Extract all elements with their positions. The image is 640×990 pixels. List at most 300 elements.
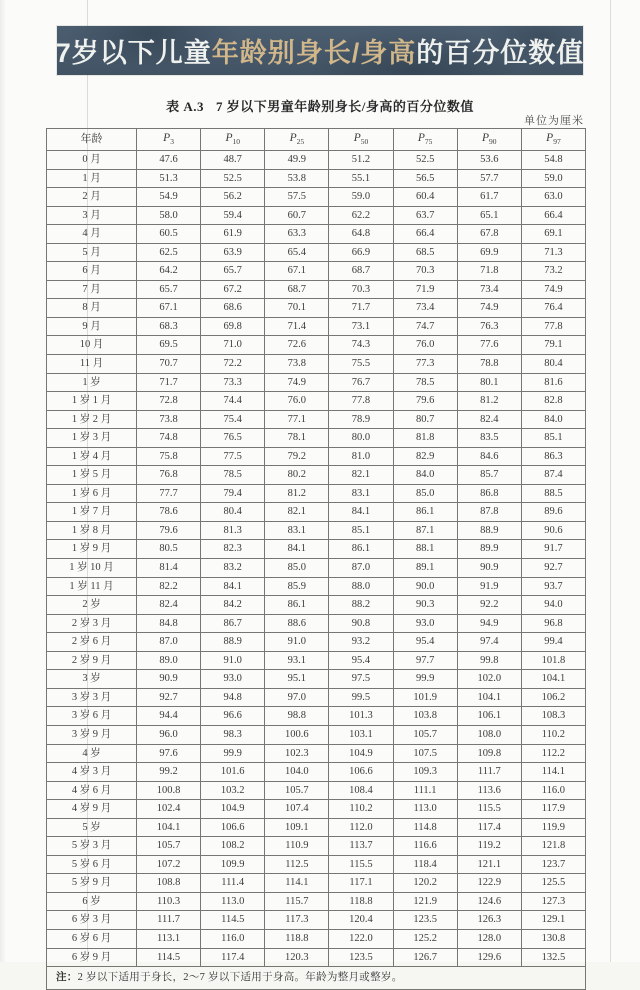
value-cell: 62.5 — [137, 243, 201, 262]
value-cell: 110.2 — [521, 725, 585, 744]
value-cell: 63.7 — [393, 206, 457, 225]
value-cell: 76.0 — [393, 336, 457, 355]
value-cell: 83.5 — [457, 429, 521, 448]
table-row — [47, 670, 586, 689]
age-cell: 1 岁 8 月 — [47, 521, 137, 540]
value-cell: 93.0 — [201, 670, 265, 689]
value-cell: 117.1 — [329, 874, 393, 893]
value-cell: 113.0 — [201, 892, 265, 911]
value-cell: 119.2 — [457, 837, 521, 856]
value-cell: 73.2 — [521, 262, 585, 281]
value-cell: 108.2 — [201, 837, 265, 856]
table-row — [47, 355, 586, 374]
value-cell: 104.9 — [201, 800, 265, 819]
value-cell: 77.1 — [265, 410, 329, 429]
value-cell: 73.4 — [457, 280, 521, 299]
value-cell: 93.0 — [393, 614, 457, 633]
value-cell: 88.1 — [393, 540, 457, 559]
age-cell: 6 岁 — [47, 892, 137, 911]
age-cell: 6 月 — [47, 262, 137, 281]
table-row — [47, 725, 586, 744]
value-cell: 112.5 — [265, 855, 329, 874]
age-cell: 11 月 — [47, 355, 137, 374]
table-row — [47, 781, 586, 800]
value-cell: 101.9 — [393, 688, 457, 707]
value-cell: 123.7 — [521, 855, 585, 874]
value-cell: 81.6 — [521, 373, 585, 392]
value-cell: 80.0 — [329, 429, 393, 448]
value-cell: 82.4 — [137, 596, 201, 615]
value-cell: 68.5 — [393, 243, 457, 262]
value-cell: 108.8 — [137, 874, 201, 893]
value-cell: 114.8 — [393, 818, 457, 837]
value-cell: 73.8 — [137, 410, 201, 429]
value-cell: 81.2 — [265, 484, 329, 503]
value-cell: 125.2 — [393, 929, 457, 948]
value-cell: 108.3 — [521, 707, 585, 726]
value-cell: 67.1 — [137, 299, 201, 318]
value-cell: 125.5 — [521, 874, 585, 893]
table-row — [47, 410, 586, 429]
value-cell: 85.1 — [329, 521, 393, 540]
value-cell: 119.9 — [521, 818, 585, 837]
value-cell: 68.7 — [265, 280, 329, 299]
value-cell: 114.5 — [201, 911, 265, 930]
value-cell: 76.5 — [201, 429, 265, 448]
value-cell: 77.8 — [521, 317, 585, 336]
value-cell: 82.2 — [137, 577, 201, 596]
value-cell: 69.8 — [201, 317, 265, 336]
table-row — [47, 540, 586, 559]
value-cell: 63.9 — [201, 243, 265, 262]
value-cell: 59.4 — [201, 206, 265, 225]
value-cell: 114.1 — [265, 874, 329, 893]
age-cell: 1 岁 4 月 — [47, 447, 137, 466]
table-row — [47, 744, 586, 763]
value-cell: 94.4 — [137, 707, 201, 726]
value-cell: 90.0 — [393, 577, 457, 596]
value-cell: 88.9 — [201, 633, 265, 652]
value-cell: 93.1 — [265, 651, 329, 670]
value-cell: 109.9 — [201, 855, 265, 874]
value-cell: 123.5 — [329, 948, 393, 967]
value-cell: 106.6 — [201, 818, 265, 837]
percentile-table — [46, 128, 586, 990]
value-cell: 117.4 — [457, 818, 521, 837]
value-cell: 78.5 — [393, 373, 457, 392]
value-cell: 93.7 — [521, 577, 585, 596]
value-cell: 89.9 — [457, 540, 521, 559]
value-cell: 86.1 — [265, 596, 329, 615]
age-cell: 4 岁 3 月 — [47, 763, 137, 782]
value-cell: 88.5 — [521, 484, 585, 503]
value-cell: 115.5 — [457, 800, 521, 819]
value-cell: 92.2 — [457, 596, 521, 615]
value-cell: 77.8 — [329, 392, 393, 411]
value-cell: 52.5 — [201, 169, 265, 188]
value-cell: 82.3 — [201, 540, 265, 559]
value-cell: 100.6 — [265, 725, 329, 744]
percentile-column-header: $P_3$ — [137, 129, 201, 151]
value-cell: 96.6 — [201, 707, 265, 726]
value-cell: 104.1 — [521, 670, 585, 689]
value-cell: 65.7 — [201, 262, 265, 281]
table-row — [47, 521, 586, 540]
value-cell: 112.0 — [329, 818, 393, 837]
value-cell: 85.7 — [457, 466, 521, 485]
age-cell: 0 月 — [47, 151, 137, 170]
value-cell: 51.3 — [137, 169, 201, 188]
age-cell: 6 岁 6 月 — [47, 929, 137, 948]
value-cell: 103.2 — [201, 781, 265, 800]
age-cell: 1 岁 7 月 — [47, 503, 137, 522]
value-cell: 111.7 — [137, 911, 201, 930]
table-row — [47, 336, 586, 355]
value-cell: 89.0 — [137, 651, 201, 670]
value-cell: 67.2 — [201, 280, 265, 299]
value-cell: 97.0 — [265, 688, 329, 707]
value-cell: 75.5 — [329, 355, 393, 374]
value-cell: 95.4 — [393, 633, 457, 652]
footnote-label: 注： — [56, 972, 78, 984]
value-cell: 113.7 — [329, 837, 393, 856]
value-cell: 96.0 — [137, 725, 201, 744]
age-cell: 6 岁 3 月 — [47, 911, 137, 930]
value-cell: 97.5 — [329, 670, 393, 689]
value-cell: 84.6 — [457, 447, 521, 466]
value-cell: 102.3 — [265, 744, 329, 763]
title-banner — [57, 26, 583, 75]
value-cell: 59.0 — [521, 169, 585, 188]
value-cell: 82.8 — [521, 392, 585, 411]
value-cell: 98.3 — [201, 725, 265, 744]
table-row — [47, 484, 586, 503]
value-cell: 71.9 — [393, 280, 457, 299]
value-cell: 61.7 — [457, 188, 521, 207]
value-cell: 91.0 — [201, 651, 265, 670]
value-cell: 89.1 — [393, 559, 457, 578]
value-cell: 107.4 — [265, 800, 329, 819]
value-cell: 60.4 — [393, 188, 457, 207]
value-cell: 83.2 — [201, 559, 265, 578]
value-cell: 77.5 — [201, 447, 265, 466]
table-caption-text: 7 岁以下男童年龄别身长/身高的百分位数值 — [216, 99, 474, 114]
value-cell: 67.8 — [457, 225, 521, 244]
value-cell: 81.0 — [329, 447, 393, 466]
value-cell: 118.8 — [265, 929, 329, 948]
percentile-column-header: $P_{97}$ — [521, 129, 585, 151]
age-cell: 3 岁 9 月 — [47, 725, 137, 744]
value-cell: 70.1 — [265, 299, 329, 318]
value-cell: 85.0 — [265, 559, 329, 578]
table-row — [47, 929, 586, 948]
value-cell: 101.8 — [521, 651, 585, 670]
value-cell: 80.1 — [457, 373, 521, 392]
value-cell: 66.4 — [521, 206, 585, 225]
value-cell: 65.4 — [265, 243, 329, 262]
age-cell: 1 岁 5 月 — [47, 466, 137, 485]
value-cell: 74.4 — [201, 392, 265, 411]
value-cell: 76.3 — [457, 317, 521, 336]
value-cell: 53.6 — [457, 151, 521, 170]
table-row — [47, 800, 586, 819]
value-cell: 57.5 — [265, 188, 329, 207]
value-cell: 75.4 — [201, 410, 265, 429]
value-cell: 65.1 — [457, 206, 521, 225]
table-footnote — [47, 967, 586, 990]
value-cell: 60.5 — [137, 225, 201, 244]
value-cell: 70.3 — [329, 280, 393, 299]
value-cell: 92.7 — [137, 688, 201, 707]
value-cell: 79.6 — [393, 392, 457, 411]
value-cell: 111.1 — [393, 781, 457, 800]
value-cell: 87.1 — [393, 521, 457, 540]
value-cell: 120.2 — [393, 874, 457, 893]
value-cell: 101.3 — [329, 707, 393, 726]
value-cell: 59.0 — [329, 188, 393, 207]
table-row — [47, 503, 586, 522]
value-cell: 90.3 — [393, 596, 457, 615]
value-cell: 68.6 — [201, 299, 265, 318]
table-row — [47, 262, 586, 281]
value-cell: 90.9 — [457, 559, 521, 578]
table-row — [47, 763, 586, 782]
age-cell: 2 岁 3 月 — [47, 614, 137, 633]
value-cell: 84.0 — [393, 466, 457, 485]
value-cell: 128.0 — [457, 929, 521, 948]
value-cell: 86.3 — [521, 447, 585, 466]
value-cell: 83.1 — [329, 484, 393, 503]
value-cell: 79.1 — [521, 336, 585, 355]
value-cell: 64.8 — [329, 225, 393, 244]
value-cell: 106.1 — [457, 707, 521, 726]
value-cell: 60.7 — [265, 206, 329, 225]
value-cell: 81.4 — [137, 559, 201, 578]
value-cell: 118.4 — [393, 855, 457, 874]
value-cell: 126.7 — [393, 948, 457, 967]
age-cell: 4 月 — [47, 225, 137, 244]
table-row — [47, 466, 586, 485]
value-cell: 93.2 — [329, 633, 393, 652]
value-cell: 99.9 — [201, 744, 265, 763]
value-cell: 75.8 — [137, 447, 201, 466]
value-cell: 66.9 — [329, 243, 393, 262]
table-row — [47, 818, 586, 837]
value-cell: 63.0 — [521, 188, 585, 207]
table-row — [47, 892, 586, 911]
percentile-column-header: $P_{50}$ — [329, 129, 393, 151]
value-cell: 111.4 — [201, 874, 265, 893]
age-cell: 5 岁 3 月 — [47, 837, 137, 856]
value-cell: 63.3 — [265, 225, 329, 244]
table-row — [47, 243, 586, 262]
age-cell: 5 岁 — [47, 818, 137, 837]
table-row — [47, 948, 586, 967]
value-cell: 81.3 — [201, 521, 265, 540]
value-cell: 87.8 — [457, 503, 521, 522]
table-row — [47, 855, 586, 874]
value-cell: 84.1 — [201, 577, 265, 596]
value-cell: 49.9 — [265, 151, 329, 170]
age-cell: 5 月 — [47, 243, 137, 262]
value-cell: 84.2 — [201, 596, 265, 615]
value-cell: 78.9 — [329, 410, 393, 429]
value-cell: 114.5 — [137, 948, 201, 967]
table-row — [47, 911, 586, 930]
value-cell: 57.7 — [457, 169, 521, 188]
value-cell: 64.2 — [137, 262, 201, 281]
value-cell: 117.9 — [521, 800, 585, 819]
page-edge-line-right — [610, 0, 611, 962]
value-cell: 107.5 — [393, 744, 457, 763]
table-row — [47, 633, 586, 652]
value-cell: 80.5 — [137, 540, 201, 559]
value-cell: 74.9 — [457, 299, 521, 318]
value-cell: 105.7 — [393, 725, 457, 744]
value-cell: 108.0 — [457, 725, 521, 744]
age-cell: 7 月 — [47, 280, 137, 299]
table-row — [47, 874, 586, 893]
banner-text-trailing: 的百分位数值 — [416, 38, 585, 68]
value-cell: 108.4 — [329, 781, 393, 800]
value-cell: 100.8 — [137, 781, 201, 800]
table-row — [47, 317, 586, 336]
value-cell: 88.0 — [329, 577, 393, 596]
value-cell: 71.0 — [201, 336, 265, 355]
value-cell: 113.1 — [137, 929, 201, 948]
value-cell: 69.5 — [137, 336, 201, 355]
age-cell: 5 岁 6 月 — [47, 855, 137, 874]
value-cell: 82.4 — [457, 410, 521, 429]
age-cell: 2 岁 9 月 — [47, 651, 137, 670]
value-cell: 86.8 — [457, 484, 521, 503]
value-cell: 122.9 — [457, 874, 521, 893]
value-cell: 52.5 — [393, 151, 457, 170]
age-cell: 4 岁 — [47, 744, 137, 763]
banner-text-leading: 7岁以下儿童 — [55, 38, 212, 68]
table-row — [47, 707, 586, 726]
value-cell: 79.2 — [265, 447, 329, 466]
value-cell: 78.6 — [137, 503, 201, 522]
value-cell: 56.5 — [393, 169, 457, 188]
table-row — [47, 280, 586, 299]
value-cell: 130.8 — [521, 929, 585, 948]
value-cell: 123.5 — [393, 911, 457, 930]
age-cell: 3 岁 3 月 — [47, 688, 137, 707]
value-cell: 110.9 — [265, 837, 329, 856]
value-cell: 54.8 — [521, 151, 585, 170]
value-cell: 62.2 — [329, 206, 393, 225]
value-cell: 80.4 — [201, 503, 265, 522]
percentile-column-header: $P_{90}$ — [457, 129, 521, 151]
value-cell: 118.8 — [329, 892, 393, 911]
value-cell: 115.5 — [329, 855, 393, 874]
age-cell: 2 岁 6 月 — [47, 633, 137, 652]
value-cell: 86.1 — [329, 540, 393, 559]
table-row — [47, 169, 586, 188]
table-row — [47, 559, 586, 578]
table-row — [47, 429, 586, 448]
value-cell: 77.6 — [457, 336, 521, 355]
value-cell: 66.4 — [393, 225, 457, 244]
table-row — [47, 225, 586, 244]
value-cell: 86.1 — [393, 503, 457, 522]
age-cell: 10 月 — [47, 336, 137, 355]
table-row — [47, 299, 586, 318]
value-cell: 55.1 — [329, 169, 393, 188]
age-cell: 2 岁 — [47, 596, 137, 615]
value-cell: 97.6 — [137, 744, 201, 763]
value-cell: 56.2 — [201, 188, 265, 207]
value-cell: 85.0 — [393, 484, 457, 503]
value-cell: 95.4 — [329, 651, 393, 670]
value-cell: 116.0 — [201, 929, 265, 948]
value-cell: 71.7 — [137, 373, 201, 392]
value-cell: 90.8 — [329, 614, 393, 633]
value-cell: 116.0 — [521, 781, 585, 800]
value-cell: 71.3 — [521, 243, 585, 262]
value-cell: 127.3 — [521, 892, 585, 911]
value-cell: 85.9 — [265, 577, 329, 596]
value-cell: 82.1 — [265, 503, 329, 522]
age-cell: 3 月 — [47, 206, 137, 225]
table-row — [47, 447, 586, 466]
value-cell: 47.6 — [137, 151, 201, 170]
value-cell: 65.7 — [137, 280, 201, 299]
value-cell: 81.2 — [457, 392, 521, 411]
value-cell: 82.9 — [393, 447, 457, 466]
value-cell: 76.4 — [521, 299, 585, 318]
value-cell: 76.7 — [329, 373, 393, 392]
value-cell: 90.6 — [521, 521, 585, 540]
value-cell: 94.9 — [457, 614, 521, 633]
table-caption-label: 表 A.3 — [166, 99, 204, 114]
value-cell: 121.8 — [521, 837, 585, 856]
value-cell: 78.1 — [265, 429, 329, 448]
value-cell: 97.4 — [457, 633, 521, 652]
value-cell: 74.3 — [329, 336, 393, 355]
value-cell: 114.1 — [521, 763, 585, 782]
value-cell: 104.1 — [457, 688, 521, 707]
percentile-column-header: $P_{75}$ — [393, 129, 457, 151]
value-cell: 103.1 — [329, 725, 393, 744]
value-cell: 84.1 — [265, 540, 329, 559]
age-cell: 1 岁 10 月 — [47, 559, 137, 578]
age-cell: 1 岁 6 月 — [47, 484, 137, 503]
value-cell: 99.9 — [393, 670, 457, 689]
value-cell: 53.8 — [265, 169, 329, 188]
value-cell: 109.1 — [265, 818, 329, 837]
value-cell: 70.3 — [393, 262, 457, 281]
value-cell: 69.9 — [457, 243, 521, 262]
value-cell: 90.9 — [137, 670, 201, 689]
table-row — [47, 596, 586, 615]
value-cell: 106.2 — [521, 688, 585, 707]
value-cell: 91.0 — [265, 633, 329, 652]
value-cell: 74.9 — [521, 280, 585, 299]
percentile-column-header: $P_{10}$ — [201, 129, 265, 151]
value-cell: 116.6 — [393, 837, 457, 856]
value-cell: 73.8 — [265, 355, 329, 374]
table-row — [47, 688, 586, 707]
banner-text-accent: 年龄别身长/身高 — [211, 38, 417, 68]
value-cell: 84.8 — [137, 614, 201, 633]
value-cell: 70.7 — [137, 355, 201, 374]
value-cell: 94.0 — [521, 596, 585, 615]
value-cell: 68.3 — [137, 317, 201, 336]
age-cell: 8 月 — [47, 299, 137, 318]
value-cell: 80.4 — [521, 355, 585, 374]
